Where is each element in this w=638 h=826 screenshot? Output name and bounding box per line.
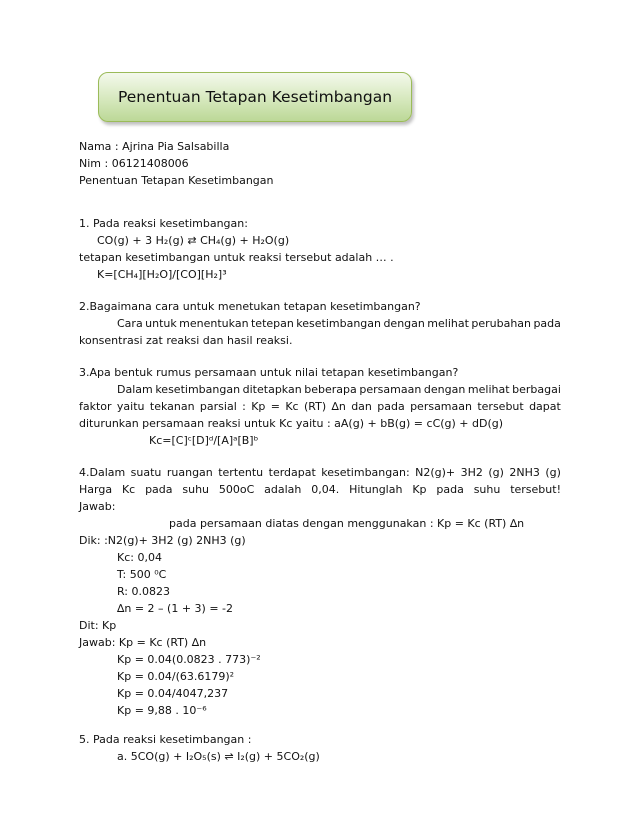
word: 0,04. — [311, 483, 340, 496]
q4-dik-item: Kc: 0,04 — [117, 551, 162, 564]
word: beberapa — [304, 383, 357, 396]
word: menentukan — [179, 317, 249, 330]
q1-answer: K=[CH₄][H₂O]/[CO][H₂]³ — [97, 268, 227, 281]
word: pada — [533, 317, 561, 330]
word: (RT) — [303, 400, 327, 413]
q3-question: 3.Apa bentuk rumus persamaan untuk nilai tetapan kesetimbangan? — [79, 366, 459, 379]
q3-line1 — [117, 383, 561, 397]
word: tekanan — [149, 400, 195, 413]
word: ∆n — [331, 400, 346, 413]
q2-answer-line2: konsentrasi zat reaksi dan hasil reaksi. — [79, 334, 293, 347]
q4-step: Kp = 0.04/4047,237 — [117, 687, 229, 700]
word: Hitunglah — [349, 483, 403, 496]
word: 500oC — [218, 483, 255, 496]
q5-question: 5. Pada reaksi kesetimbangan : — [79, 733, 252, 746]
q1-reaction: CO(g) + 3 H₂(g) ⇄ CH₄(g) + H₂O(g) — [97, 234, 290, 247]
word: persamaan — [359, 383, 422, 396]
word: terdapat — [268, 466, 316, 479]
q4-step: Kp = 0.04/(63.6179)² — [117, 670, 235, 683]
q1-question: 1. Pada reaksi kesetimbangan: — [79, 217, 248, 230]
word: berbagai — [512, 383, 561, 396]
word: pada — [436, 483, 464, 496]
word: untuk — [145, 317, 177, 330]
word: N2(g)+ — [415, 466, 456, 479]
word: ditetapkan — [242, 383, 302, 396]
student-nim: Nim : 06121408006 — [79, 157, 189, 170]
word: melihat — [467, 383, 510, 396]
word: kesetimbangan: — [321, 466, 410, 479]
q4-dik-item: R: 0.0823 — [117, 585, 170, 598]
word: pada — [377, 400, 405, 413]
word: Kp — [251, 400, 266, 413]
q1-text: tetapan kesetimbangan untuk reaksi tersebut adalah … . — [79, 251, 394, 264]
word: suhu — [182, 483, 210, 496]
q4-step: Kp = 0.04(0.0823 . 773)⁻² — [117, 653, 261, 666]
page-title: Penentuan Tetapan Kesetimbangan — [117, 88, 393, 106]
word: melihat — [427, 317, 469, 330]
word: adalah — [264, 483, 302, 496]
word: yaitu — [116, 400, 145, 413]
word: Kc — [285, 400, 299, 413]
word: suatu — [130, 466, 162, 479]
word: faktor — [79, 400, 112, 413]
student-name: Nama : Ajrina Pia Salsabilla — [79, 140, 230, 153]
q4-step: Kp = 9,88 . 10⁻⁶ — [117, 704, 207, 717]
q4-intro: pada persamaan diatas dengan menggunakan : Kp = Kc (RT) ∆n — [169, 517, 525, 530]
word: perubahan — [471, 317, 532, 330]
q3-line2 — [79, 400, 561, 414]
word: (g) — [545, 466, 561, 479]
q4-dik-item: T: 500 ⁰C — [117, 568, 167, 581]
word: tersebut! — [510, 483, 561, 496]
word: = — [270, 400, 280, 413]
word: 3H2 — [460, 466, 483, 479]
word: Cara — [117, 317, 143, 330]
word: Kp — [412, 483, 427, 496]
word: tersebut — [477, 400, 524, 413]
q4-line2 — [79, 483, 561, 497]
q3-line3: diturunkan persamaan reaksi untuk Kc yaitu : aA(g) + bB(g) = cC(g) + dD(g) — [79, 417, 504, 430]
word: 4.Dalam — [79, 466, 126, 479]
q3-formula: Kc=[C]ᶜ[D]ᵈ/[A]ᵃ[B]ᵇ — [149, 434, 259, 447]
word: parsial — [199, 400, 237, 413]
word: kesetimbangan — [296, 317, 381, 330]
word: dengan — [383, 317, 425, 330]
q4-jawab-label: Jawab: — [79, 500, 116, 513]
word: Kc — [121, 483, 136, 496]
q2-answer-line1 — [117, 317, 561, 331]
q4-dit: Dit: Kp — [79, 619, 117, 632]
word: Dalam — [117, 383, 153, 396]
word: persamaan — [410, 400, 472, 413]
q4-line1 — [79, 466, 561, 480]
word: (g) — [488, 466, 504, 479]
doc-subtitle: Penentuan Tetapan Kesetimbangan — [79, 174, 274, 187]
q5-item-a: a. 5CO(g) + I₂O₅(s) ⇌ I₂(g) + 5CO₂(g) — [117, 750, 320, 763]
q4-dik: Dik: :N2(g)+ 3H2 (g) 2NH3 (g) — [79, 534, 246, 547]
word: : — [242, 400, 246, 413]
word: kesetimbangan — [155, 383, 241, 396]
q4-jawab-formula: Jawab: Kp = Kc (RT) ∆n — [79, 636, 207, 649]
word: dapat — [529, 400, 561, 413]
word: tetepan — [250, 317, 294, 330]
word: ruangan — [166, 466, 213, 479]
word: dengan — [423, 383, 466, 396]
word: pada — [145, 483, 173, 496]
word: tertentu — [218, 466, 264, 479]
word: suhu — [473, 483, 501, 496]
title-banner — [98, 72, 412, 122]
q4-dik-item: ∆n = 2 – (1 + 3) = -2 — [117, 602, 233, 615]
word: 2NH3 — [509, 466, 540, 479]
word: dan — [351, 400, 372, 413]
word: Harga — [79, 483, 113, 496]
q2-question: 2.Bagaimana cara untuk menetukan tetapan kesetimbangan? — [79, 300, 421, 313]
